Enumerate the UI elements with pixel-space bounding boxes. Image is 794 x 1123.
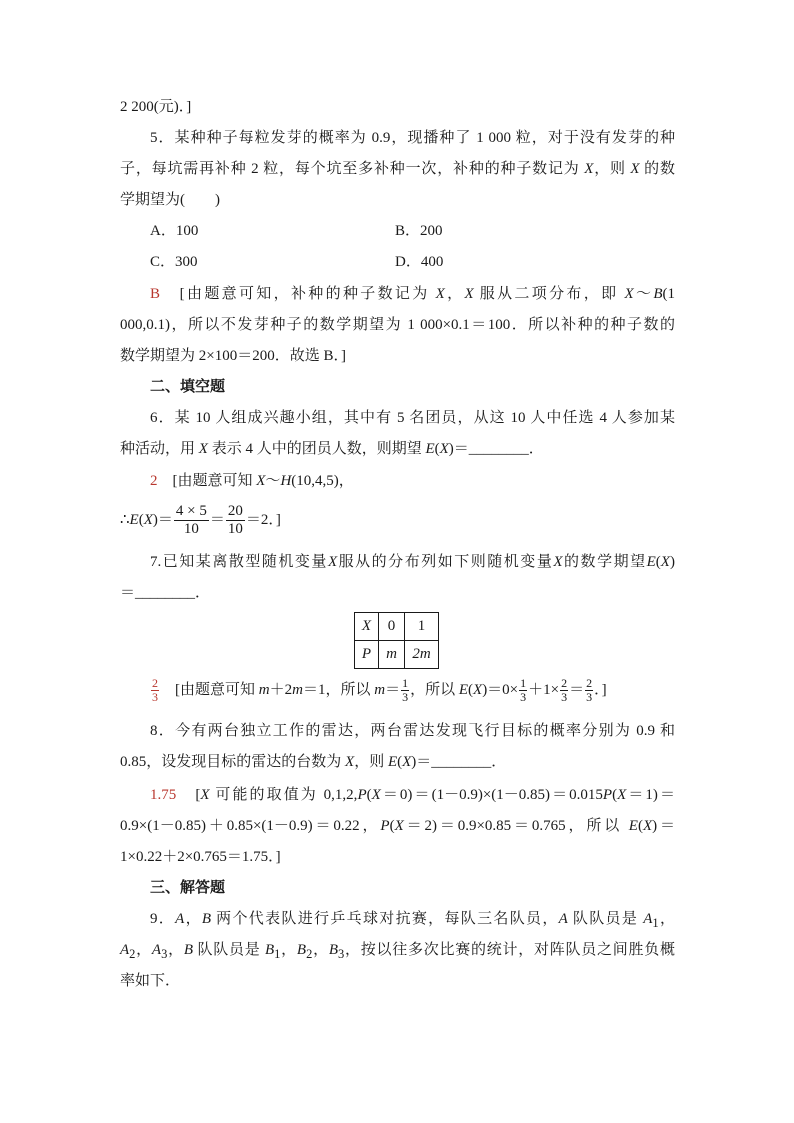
answer-blank: ________ <box>431 754 492 770</box>
q5-answer: B <box>150 286 161 302</box>
fraction-numerator: 2 <box>561 676 568 691</box>
therefore-symbol: ∴ <box>120 512 130 528</box>
text-segment: 队队员是 <box>193 942 265 958</box>
fraction <box>585 677 593 704</box>
q8-answer: 1.75 <box>150 787 177 803</box>
answer-blank: ________ <box>468 441 529 457</box>
q6-stem-line-2 <box>120 434 675 465</box>
fraction-numerator: 1 <box>520 676 527 691</box>
text-segment: 0.85，设发现目标的雷达的台数为 <box>120 754 346 770</box>
variable: m <box>374 682 386 698</box>
text-segment: )＝0× <box>482 682 519 698</box>
variable: E <box>628 818 638 834</box>
text-segment: 的数 <box>639 161 675 177</box>
text-segment: ，则 <box>354 754 388 770</box>
variable: B <box>183 942 194 958</box>
fraction-denominator: 3 <box>586 690 593 705</box>
distribution-table <box>354 612 439 669</box>
table-cell: 1 <box>405 613 439 641</box>
variable: X <box>617 787 627 803</box>
variable: P <box>357 787 367 803</box>
variable: X <box>660 554 670 570</box>
text-segment: ( <box>138 512 144 528</box>
subscript: 3 <box>338 947 345 961</box>
fraction <box>519 677 527 704</box>
subscript: 1 <box>652 916 659 930</box>
text-segment: [由题意可知 <box>160 682 259 698</box>
text-segment: ＝ <box>385 682 401 698</box>
text-segment: ，则 <box>593 161 631 177</box>
previous-answer-tail: 2 200(元)．] <box>120 99 192 115</box>
text-segment: ( <box>612 787 618 803</box>
fraction-numerator: 2 <box>586 676 593 691</box>
q8-stem-line-2 <box>120 747 675 778</box>
variable: X <box>464 286 474 302</box>
subscript: 3 <box>161 947 168 961</box>
variable: X <box>371 787 381 803</box>
variable: X <box>584 161 594 177</box>
text-segment: ，按以往多次比赛的统计，对阵队员之间胜负概 <box>344 942 675 958</box>
q7-answer-fraction <box>151 677 159 704</box>
variable: X <box>256 473 266 489</box>
text-segment: 服从二项分布，即 <box>473 286 625 302</box>
text-segment: ， <box>167 942 184 958</box>
fraction-numerator: 2 <box>152 676 158 691</box>
q8-solution-line-1 <box>150 780 675 811</box>
text-segment: ( <box>468 682 474 698</box>
variable: X <box>439 441 449 457</box>
variable: B <box>265 942 275 958</box>
fraction-denominator: 3 <box>561 690 568 705</box>
variable: X <box>473 682 483 698</box>
text-segment: ＝2．] <box>245 512 281 528</box>
q8-solution-line-2 <box>120 811 675 842</box>
text-segment: (1 <box>662 286 675 302</box>
variable: H <box>280 473 292 489</box>
text-segment: ( <box>397 754 403 770</box>
table-cell: 2m <box>405 641 439 669</box>
text-segment: 表示 4 人中的团员人数，则期望 <box>207 441 426 457</box>
text-segment: ～ <box>265 473 281 489</box>
variable: B <box>328 942 339 958</box>
q9-stem-line-2 <box>120 935 675 966</box>
text-segment: 队队员是 <box>567 911 644 927</box>
variable: m <box>258 682 270 698</box>
variable: B <box>201 911 212 927</box>
text-segment: ． <box>195 585 211 601</box>
text-segment: ＝ <box>209 512 225 528</box>
text-segment: ＋2 <box>269 682 293 698</box>
q7-stem-line-1 <box>150 547 675 578</box>
variable: m <box>292 682 303 698</box>
text-segment: )＝ <box>448 441 469 457</box>
text-segment: ～ <box>633 286 654 302</box>
text-segment: ( <box>655 554 661 570</box>
q5-solution-line-2: 000,0.1)，所以不发芽种子的数学期望为 1 000×0.1＝100．所以补种的种子数的 <box>120 317 675 333</box>
variable: X <box>345 754 355 770</box>
q5-stem-line-2 <box>120 154 675 185</box>
text-segment: [由题意可知 <box>157 473 257 489</box>
q9-stem-line-1 <box>150 904 675 935</box>
text-segment: )＝ <box>652 818 675 834</box>
table-cell: X <box>355 613 379 641</box>
q6-answer: 2 <box>150 473 158 489</box>
text-segment: ＝2)＝0.9×0.85＝0.765，所以 <box>403 818 629 834</box>
text-segment: ，所以 <box>410 682 459 698</box>
text-segment: ( <box>434 441 440 457</box>
variable: B <box>653 286 663 302</box>
table-cell: m <box>379 641 405 669</box>
variable: A <box>643 911 653 927</box>
text-segment: ， <box>658 911 675 927</box>
fraction <box>226 503 245 538</box>
variable: X <box>394 818 404 834</box>
text-segment: ， <box>280 942 297 958</box>
variable: X <box>327 554 338 570</box>
text-segment: ＝ <box>120 585 136 601</box>
section-heading-solve: 三、解答题 <box>150 880 226 896</box>
table-cell: 0 <box>379 613 405 641</box>
fraction-denominator: 10 <box>227 521 243 538</box>
text-segment: )＝ <box>411 754 432 770</box>
text-segment: 子，每坑需再补种 2 粒，每个坑至多补种一次，补种的种子数记为 <box>120 161 585 177</box>
fraction-denominator: 3 <box>152 690 158 705</box>
fraction-denominator: 3 <box>520 690 527 705</box>
text-segment: ＝1，所以 <box>302 682 375 698</box>
text-segment: ， <box>135 942 152 958</box>
q8-solution-line-3: 1×0.22＋2×0.765＝1.75．] <box>120 849 281 865</box>
answer-blank: ________ <box>135 585 196 601</box>
q9-stem-line-3: 率如下． <box>120 973 181 989</box>
fraction-numerator: 1 <box>402 676 409 691</box>
q5-solution-line-3: 数学期望为 2×100＝200．故选 B．] <box>120 348 346 364</box>
text-segment: 7.已知某离散型随机变量 <box>150 554 328 570</box>
table-row <box>355 641 439 669</box>
text-segment: 0.9×(1－0.85)＋0.85×(1－0.9)＝0.22， <box>120 818 381 834</box>
variable: E <box>387 754 398 770</box>
text-segment: )＝ <box>152 512 173 528</box>
variable: X <box>642 818 653 834</box>
table-row <box>355 613 439 641</box>
text-segment: 两个代表队进行乒乓球对抗赛，每队三名队员， <box>211 911 559 927</box>
q7-stem-line-2 <box>120 578 675 609</box>
variable: X <box>435 286 445 302</box>
text-segment: [ <box>176 787 201 803</box>
text-segment: ＝ <box>569 682 585 698</box>
text-segment: ．] <box>594 682 607 698</box>
text-segment: ． <box>491 754 507 770</box>
text-segment: ( <box>389 818 395 834</box>
q5-stem-line-1: 5．某种种子每粒发芽的概率为 0.9，现播种了 1 000 粒，对于没有发芽的种 <box>150 130 675 146</box>
variable: P <box>602 787 613 803</box>
variable: B <box>296 942 307 958</box>
variable: X <box>200 787 210 803</box>
variable: E <box>646 554 656 570</box>
q5-option-c: C．300 <box>150 254 198 270</box>
text-segment: ， <box>312 942 329 958</box>
text-segment: 的数学期望 <box>562 554 647 570</box>
subscript: 2 <box>306 947 313 961</box>
fraction-denominator: 10 <box>183 521 199 538</box>
variable: X <box>553 554 563 570</box>
text-segment: ， <box>444 286 465 302</box>
table-cell: P <box>355 641 379 669</box>
fraction <box>174 503 209 538</box>
text-segment: ＝1)＝ <box>626 787 675 803</box>
text-segment: ． <box>528 441 544 457</box>
variable: A <box>175 911 185 927</box>
text-segment: 种活动，用 <box>120 441 199 457</box>
variable: X <box>624 286 634 302</box>
fraction <box>560 677 568 704</box>
variable: X <box>143 512 153 528</box>
text-segment: ( <box>637 818 643 834</box>
text-segment: 9． <box>150 911 176 927</box>
variable: X <box>402 754 412 770</box>
q6-solution-line-1 <box>150 466 675 497</box>
q7-solution-line <box>150 670 675 710</box>
text-segment: ＝0)＝(1－0.9)×(1－0.85)＝0.015 <box>380 787 603 803</box>
q5-solution-line-1 <box>150 279 675 310</box>
section-heading-fill-in: 二、填空题 <box>150 379 226 395</box>
fraction-denominator: 3 <box>402 690 409 705</box>
q6-solution-formula <box>120 500 675 540</box>
text-segment: (10,4,5)， <box>291 473 354 489</box>
text-segment: ＋1× <box>528 682 560 698</box>
text-segment: 服从的分布列如下则随机变量 <box>337 554 554 570</box>
variable: A <box>151 942 162 958</box>
variable: A <box>120 942 130 958</box>
subscript: 1 <box>274 947 281 961</box>
text-segment: 可能的取值为 0,1,2, <box>209 787 358 803</box>
variable: X <box>198 441 208 457</box>
variable: E <box>425 441 435 457</box>
text-segment: ( <box>366 787 372 803</box>
q5-stem-line-3: 学期望为( ) <box>120 192 220 208</box>
subscript: 2 <box>129 947 136 961</box>
q5-option-a: A．100 <box>150 223 199 239</box>
q8-stem-line-1: 8．今有两台独立工作的雷达，两台雷达发现飞行目标的概率分别为 0.9 和 <box>150 723 675 739</box>
fraction <box>401 677 409 704</box>
variable: E <box>129 512 139 528</box>
text-segment: ) <box>669 554 675 570</box>
fraction-numerator: 20 <box>227 503 243 520</box>
fraction-numerator: 4 × 5 <box>175 503 207 520</box>
variable: E <box>458 682 469 698</box>
text-segment: [由题意可知，补种的种子数记为 <box>160 286 436 302</box>
q5-option-b: B．200 <box>395 223 443 239</box>
text-segment: ， <box>184 911 202 927</box>
q5-option-d: D．400 <box>395 254 444 270</box>
q6-stem-line-1: 6．某 10 人组成兴趣小组，其中有 5 名团员，从这 10 人中任选 4 人参加某 <box>150 410 675 426</box>
variable: P <box>380 818 390 834</box>
variable: X <box>630 161 640 177</box>
variable: A <box>558 911 568 927</box>
